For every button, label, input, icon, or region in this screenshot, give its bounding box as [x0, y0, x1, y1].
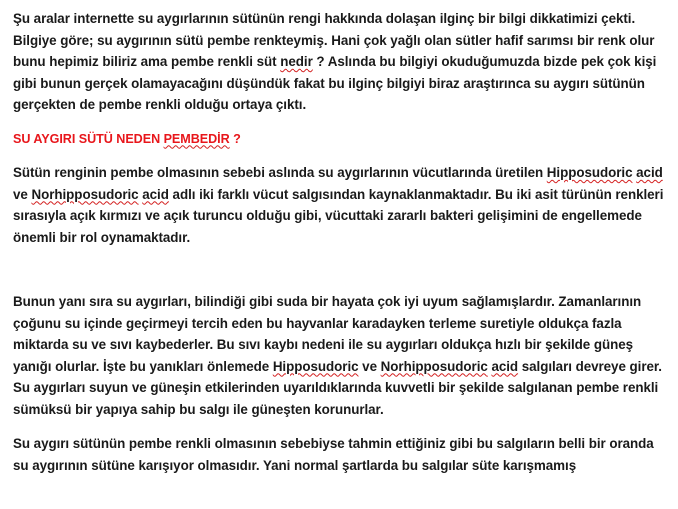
spellcheck-word: Norhipposudoric	[380, 358, 488, 374]
document-body	[13, 8, 669, 489]
text-run: adlı iki farklı vücut salgısından kaynaklanmaktadır. Bu iki asit türünün renkleri sırasıyla açık kırmızı ve açık turuncu olduğu gibi, vücuttaki zararlı bakteri gelişimini de engellemede önemli bir rol oynamaktadır.	[13, 186, 664, 245]
paragraph-conclusion	[13, 433, 669, 476]
heading-text: SU AYGIRI SÜTÜ NEDEN	[13, 131, 164, 146]
paragraph-adaptation	[13, 291, 669, 420]
spellcheck-word: nedir	[280, 54, 313, 69]
spellcheck-word: Hipposudoric	[546, 165, 633, 180]
text-run: Sütün renginin pembe olmasının sebebi aslında su aygırlarının vücutlarında üretilen	[13, 165, 547, 180]
text-run: ? Aslında bu bilgiyi okuduğumuzda bizde pek çok kişi gibi bunun gerçek olamayacağını düşündük fakat bu ilginç bilgiyi biraz araştırınca su aygırı sütünün gerçekten de pembe renkli olduğu ortaya çıktı.	[13, 54, 657, 112]
spellcheck-word: Hipposudoric	[272, 358, 359, 374]
spellcheck-word: acid	[491, 358, 519, 374]
paragraph-intro	[13, 8, 669, 116]
section-heading	[13, 129, 669, 151]
paragraph-acids	[13, 162, 669, 248]
text-run: Su aygırı sütünün pembe renkli olmasının sebebiyse tahmin ettiğiniz gibi bu salgıların belli bir oranda su aygırının sütüne karışıyor olmasıdır. Yani normal şartlarda bu salgılar süte karışmamış	[13, 436, 654, 473]
spellcheck-word: acid	[636, 165, 663, 180]
heading-text: ?	[229, 131, 241, 146]
text-run: ve	[358, 358, 381, 374]
blank-line	[13, 261, 669, 291]
text-run: salgıları devreye girer. Su aygırları suyun ve güneşin etkilerinden uyarıldıklarında kuvvetli bir şekilde salgılanan pembe renkli sümüksü bir yapıya sahip bu salgı ile güneşten korunurlar.	[13, 358, 662, 417]
spellcheck-word: PEMBEDİR	[163, 131, 230, 146]
spellcheck-word: acid	[142, 186, 169, 202]
text-run: ve	[13, 186, 32, 202]
text-run: Bunun yanı sıra su aygırları, bilindiği gibi suda bir hayata çok iyi uyum sağlamışlardır. Zamanlarının çoğunu su içinde geçirmeyi tercih eden bu hayvanlar karadayken terleme suretiyle oldukça fazla miktarda su ve sıvı kaybederler. Bu sıvı kaybı nedeni ile su aygırları oldukça hızlı bir şekilde güneş yanığı olurlar. İşte bu yanıkları önlemede	[13, 294, 642, 374]
spellcheck-word: Norhipposudoric	[31, 186, 139, 202]
text-run: Şu aralar internette su aygırlarının sütünün rengi hakkında dolaşan ilginç bir bilgi dikkatimizi çekti. Bilgiye göre; su aygırının sütü pembe renkteymiş. Hani çok yağlı olan sütler hafif sarımsı bir renk olur bunu hepimiz biliriz ama pembe renkli süt	[13, 11, 655, 69]
